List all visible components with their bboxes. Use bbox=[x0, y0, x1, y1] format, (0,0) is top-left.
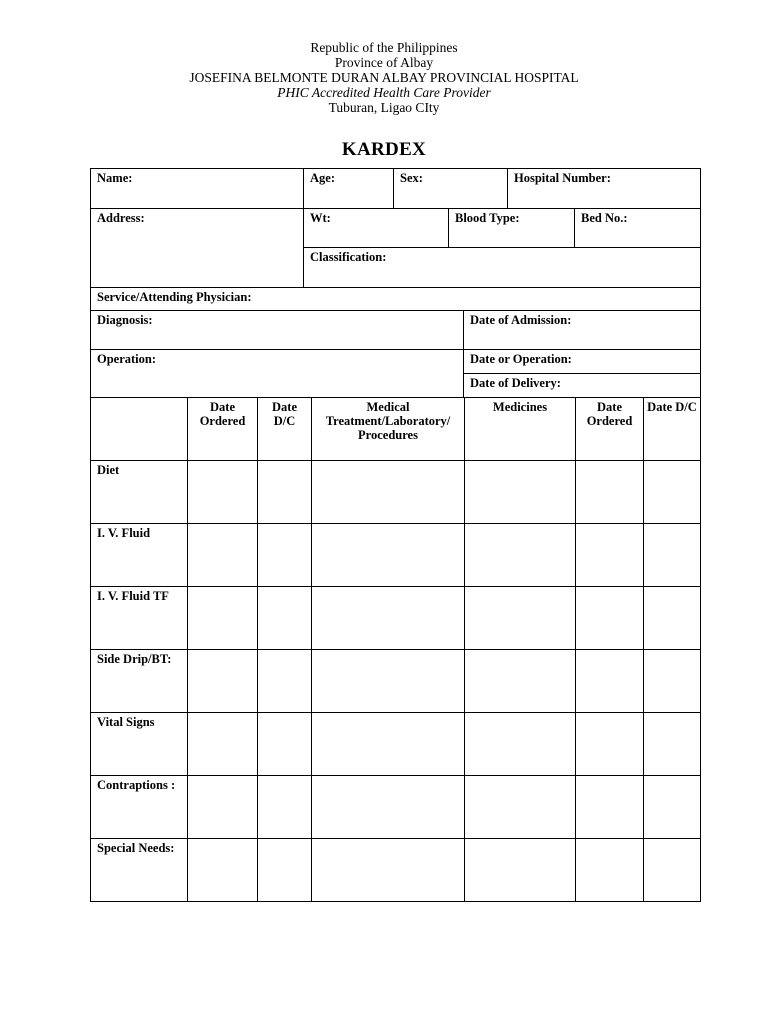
name-field[interactable]: Name: bbox=[90, 168, 304, 209]
cell-date-dc-2[interactable] bbox=[643, 523, 701, 587]
cell-date-ordered[interactable] bbox=[187, 712, 258, 776]
cell-medical-treatment[interactable] bbox=[311, 838, 465, 902]
cell-medicines[interactable] bbox=[464, 838, 576, 902]
hospital-number-field[interactable]: Hospital Number: bbox=[507, 168, 701, 209]
cell-date-ordered[interactable] bbox=[187, 649, 258, 713]
cell-medicines[interactable] bbox=[464, 460, 576, 524]
service-physician-field[interactable]: Service/Attending Physician: bbox=[90, 287, 701, 311]
header-date-ordered-2: Date Ordered bbox=[575, 397, 644, 461]
table-corner-cell bbox=[90, 397, 188, 461]
cell-date-ordered[interactable] bbox=[187, 775, 258, 839]
cell-medicines[interactable] bbox=[464, 586, 576, 650]
cell-date-dc-2[interactable] bbox=[643, 838, 701, 902]
header-medical-treatment: Medical Treatment/Laboratory/ Procedures bbox=[311, 397, 465, 461]
operation-field[interactable]: Operation: bbox=[90, 349, 464, 398]
accreditation-line: PHIC Accredited Health Care Provider bbox=[277, 85, 491, 100]
kardex-form bbox=[90, 168, 701, 902]
sex-field[interactable]: Sex: bbox=[393, 168, 508, 209]
bed-number-field[interactable]: Bed No.: bbox=[574, 208, 701, 248]
cell-date-dc-2[interactable] bbox=[643, 775, 701, 839]
address-field[interactable]: Address: bbox=[90, 208, 304, 288]
cell-medicines[interactable] bbox=[464, 775, 576, 839]
cell-date-ordered-2[interactable] bbox=[575, 649, 644, 713]
cell-date-ordered-2[interactable] bbox=[575, 460, 644, 524]
cell-medicines[interactable] bbox=[464, 712, 576, 776]
hospital-name: JOSEFINA BELMONTE DURAN ALBAY PROVINCIAL HOSPITAL bbox=[189, 70, 579, 85]
row-label: Contraptions : bbox=[90, 775, 188, 839]
cell-medicines[interactable] bbox=[464, 523, 576, 587]
header-date-dc: Date D/C bbox=[257, 397, 312, 461]
hospital-header bbox=[0, 40, 768, 115]
cell-medical-treatment[interactable] bbox=[311, 712, 465, 776]
form-title: KARDEX bbox=[341, 139, 427, 160]
cell-date-ordered[interactable] bbox=[187, 586, 258, 650]
cell-date-dc-2[interactable] bbox=[643, 586, 701, 650]
weight-field[interactable]: Wt: bbox=[303, 208, 449, 248]
date-of-delivery-field[interactable]: Date of Delivery: bbox=[463, 373, 701, 398]
cell-date-ordered-2[interactable] bbox=[575, 712, 644, 776]
classification-field[interactable]: Classification: bbox=[303, 247, 701, 288]
cell-date-dc-2[interactable] bbox=[643, 460, 701, 524]
cell-date-dc[interactable] bbox=[257, 649, 312, 713]
cell-medical-treatment[interactable] bbox=[311, 649, 465, 713]
header-medicines: Medicines bbox=[464, 397, 576, 461]
address-line: Tuburan, Ligao CIty bbox=[328, 100, 440, 115]
cell-date-ordered-2[interactable] bbox=[575, 838, 644, 902]
province-line: Province of Albay bbox=[334, 55, 434, 70]
row-label: Side Drip/BT: bbox=[90, 649, 188, 713]
age-field[interactable]: Age: bbox=[303, 168, 394, 209]
cell-medical-treatment[interactable] bbox=[311, 523, 465, 587]
cell-date-ordered-2[interactable] bbox=[575, 586, 644, 650]
cell-date-dc-2[interactable] bbox=[643, 712, 701, 776]
cell-date-ordered[interactable] bbox=[187, 460, 258, 524]
cell-date-dc[interactable] bbox=[257, 712, 312, 776]
date-of-operation-field[interactable]: Date or Operation: bbox=[463, 349, 701, 374]
cell-medical-treatment[interactable] bbox=[311, 586, 465, 650]
diagnosis-field[interactable]: Diagnosis: bbox=[90, 310, 464, 350]
country-line: Republic of the Philippines bbox=[310, 40, 458, 55]
cell-date-ordered[interactable] bbox=[187, 838, 258, 902]
cell-medical-treatment[interactable] bbox=[311, 775, 465, 839]
date-of-admission-field[interactable]: Date of Admission: bbox=[463, 310, 701, 350]
row-label: Diet bbox=[90, 460, 188, 524]
cell-date-dc[interactable] bbox=[257, 523, 312, 587]
cell-date-dc-2[interactable] bbox=[643, 649, 701, 713]
cell-date-dc[interactable] bbox=[257, 775, 312, 839]
cell-medicines[interactable] bbox=[464, 649, 576, 713]
header-date-ordered: Date Ordered bbox=[187, 397, 258, 461]
row-label: Vital Signs bbox=[90, 712, 188, 776]
row-label: I. V. Fluid bbox=[90, 523, 188, 587]
header-date-dc-2: Date D/C bbox=[643, 397, 701, 461]
row-label: Special Needs: bbox=[90, 838, 188, 902]
blood-type-field[interactable]: Blood Type: bbox=[448, 208, 575, 248]
cell-date-dc[interactable] bbox=[257, 838, 312, 902]
cell-medical-treatment[interactable] bbox=[311, 460, 465, 524]
cell-date-ordered[interactable] bbox=[187, 523, 258, 587]
row-label: I. V. Fluid TF bbox=[90, 586, 188, 650]
cell-date-dc[interactable] bbox=[257, 460, 312, 524]
cell-date-ordered-2[interactable] bbox=[575, 775, 644, 839]
cell-date-ordered-2[interactable] bbox=[575, 523, 644, 587]
cell-date-dc[interactable] bbox=[257, 586, 312, 650]
